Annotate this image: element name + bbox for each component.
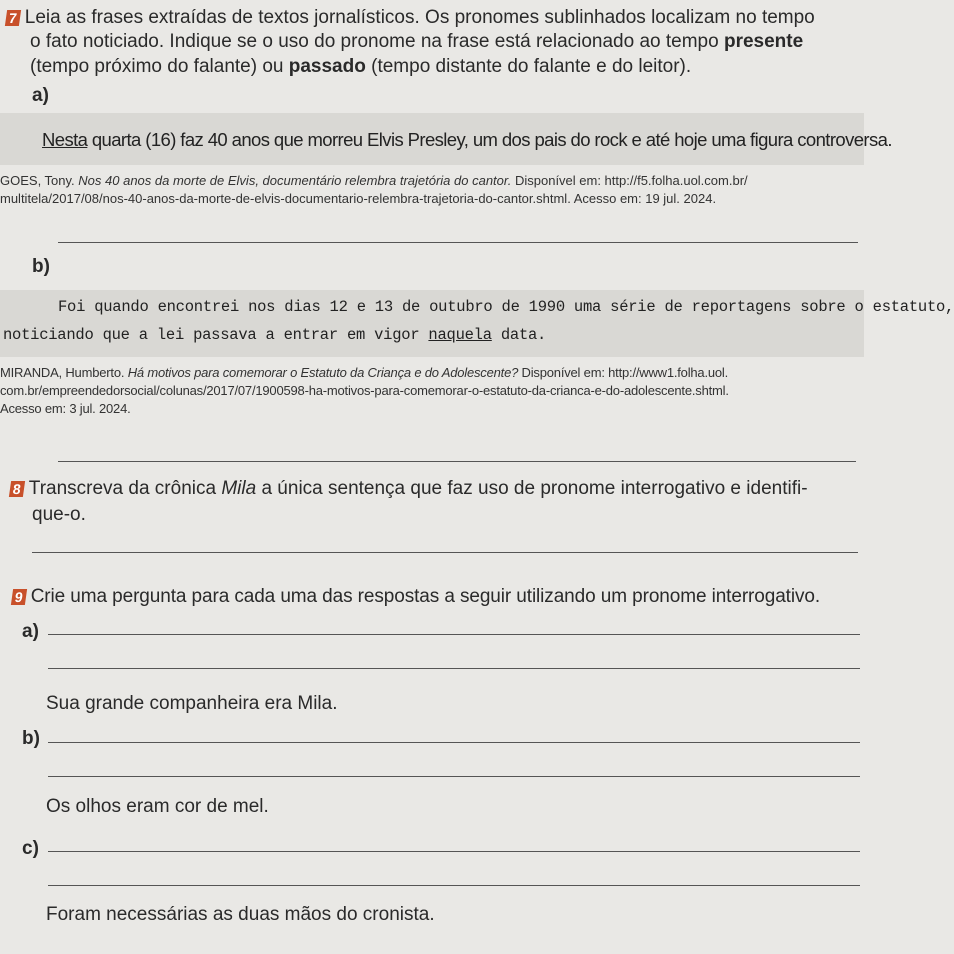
q7-text-line1: 7 Leia as frases extraídas de textos jornalísticos. Os pronomes sublinhados localizam no tempo: [6, 6, 864, 29]
q9a-answer-line-1[interactable]: [48, 634, 860, 635]
q7b-quote-line2: noticiando que a lei passava a entrar em vigor naquela data.: [3, 326, 547, 344]
q9c-answer: Foram necessárias as duas mãos do cronista.: [46, 904, 435, 925]
q9c-answer-line-1[interactable]: [48, 851, 860, 852]
q7-number-badge: 7: [5, 10, 21, 26]
q7-text-line3: (tempo próximo do falante) ou passado (tempo distante do falante e do leitor).: [30, 56, 692, 77]
q9b-answer-line-1[interactable]: [48, 742, 860, 743]
q8-text-line2: que-o.: [32, 504, 86, 525]
q9-number-badge: 9: [11, 589, 27, 605]
q9b-answer: Os olhos eram cor de mel.: [46, 796, 269, 817]
q7b-source: MIRANDA, Humberto. Há motivos para comemorar o Estatuto da Criança e do Adolescente? Disponível em: http://www1.folha.uol. com.br/empreendedorsocial/colunas/2017/07/1900598-ha-motivos-para-comemorar-o-estatuto-da-crianca-e-do-adolescente.shtml. Acesso em: 3 jul. 2024.: [0, 365, 729, 416]
q8-answer-line[interactable]: [32, 552, 858, 553]
q9b-letter: b): [22, 728, 40, 749]
q9a-answer-line-2[interactable]: [48, 668, 860, 669]
q9c-letter: c): [22, 838, 39, 859]
q9a-answer: Sua grande companheira era Mila.: [46, 693, 338, 714]
q7b-answer-line[interactable]: [58, 461, 856, 462]
q9c-answer-line-2[interactable]: [48, 885, 860, 886]
q7a-answer-line[interactable]: [58, 242, 858, 243]
q7a-quote: Nesta quarta (16) faz 40 anos que morreu Elvis Presley, um dos pais do rock e até hoje uma figura controversa.: [42, 129, 892, 150]
q7b-quote-line1: Foi quando encontrei nos dias 12 e 13 de outubro de 1990 uma série de reportagens sobre o estatuto,: [58, 298, 954, 316]
q9a-letter: a): [22, 621, 39, 642]
q7-text-line2: o fato noticiado. Indique se o uso do pronome na frase está relacionado ao tempo presente: [30, 31, 804, 52]
q8-text-line1: 8 Transcreva da crônica Mila a única sentença que faz uso de pronome interrogativo e identifi-: [10, 477, 808, 500]
q7a-source: GOES, Tony. Nos 40 anos da morte de Elvis, documentário relembra trajetória do cantor. Disponível em: http://f5.folha.uol.com.br/ multitela/2017/08/nos-40-anos-da-morte-de-elvis-documentario-relembra-trajetoria-do-cantor.shtml. Acesso em: 19 jul. 2024.: [0, 173, 748, 206]
q9-text: 9 Crie uma pergunta para cada uma das respostas a seguir utilizando um pronome interrogativo.: [12, 585, 820, 608]
q7b-letter: b): [32, 256, 50, 277]
q7a-letter: a): [32, 85, 49, 106]
q9b-answer-line-2[interactable]: [48, 776, 860, 777]
q7b-quote-box: [0, 290, 954, 357]
q7a-quote-box: [0, 113, 892, 165]
q8-number-badge: 8: [9, 481, 25, 497]
